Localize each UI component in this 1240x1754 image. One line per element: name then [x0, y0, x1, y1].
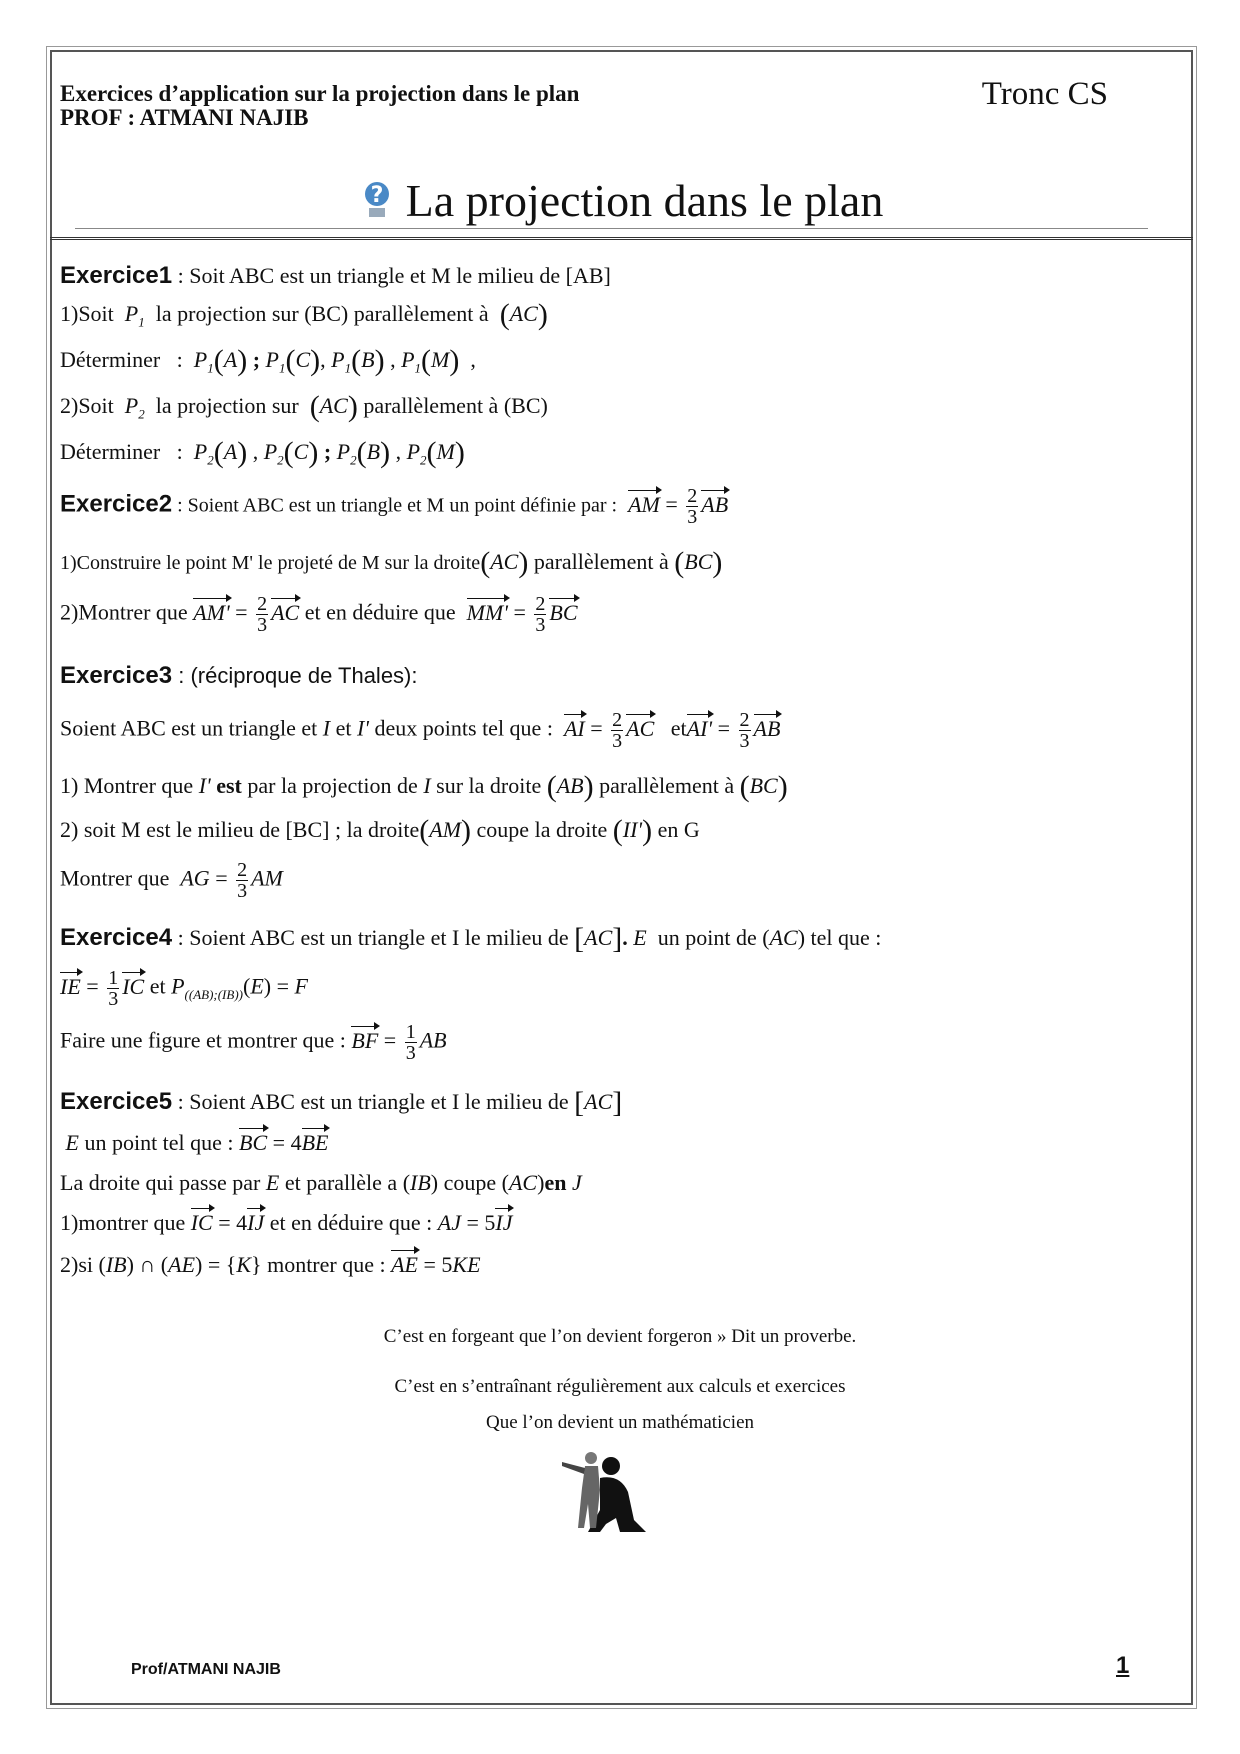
prof-name: PROF : ATMANI NAJIB: [60, 105, 309, 130]
ex1-label: Exercice1: [60, 262, 173, 289]
ex4-label: Exercice4: [60, 924, 173, 951]
ex3-title: Exercice3 : (réciproque de Thales):: [60, 662, 418, 689]
level-label: Tronc CS: [981, 76, 1108, 112]
teacher-child-illustration: [560, 1448, 650, 1538]
ex4-intro: Exercice4 : Soient ABC est un triangle et I le milieu de [AC]. E un point de (AC) tel que :: [60, 922, 882, 955]
header-left: [60, 82, 579, 130]
ex5-l3: La droite qui passe par E et parallèle a (IB) coupe (AC)en J: [60, 1170, 582, 1195]
header: [50, 50, 1193, 240]
page-number: 1: [1116, 1652, 1130, 1679]
ex2-q2: 2)Montrer que AM' = $\frac{2}{3}$ AC et en déduire que MM' = $\frac{2}{3}$ BC: [60, 593, 578, 636]
ex1-intro: Exercice1 : Soit ABC est un triangle et M le milieu de [AB]: [60, 262, 611, 289]
ex4-q: Faire une figure et montrer que : BF = $\frac{1}{3}$ AB: [60, 1021, 447, 1064]
ex3-label: Exercice3: [60, 662, 173, 689]
ex3-intro: Soient ABC est un triangle et I et I' deux points tel que : AI = $\frac{2}{3}$ AC etAI' = $\frac{2}{3}$ AB: [60, 709, 781, 752]
quote-line-3: Que l’on devient un mathématicien: [485, 1412, 755, 1433]
doc-subtitle: Exercices d’application sur la projection dans le plan: [60, 81, 580, 106]
ex5-l2: E un point tel que : BC = 4BE: [65, 1130, 329, 1155]
quote-line-1: C’est en forgeant que l’on devient forgeron » Dit un proverbe.: [383, 1326, 857, 1347]
ex2-label: Exercice2: [60, 490, 173, 518]
ex5-label: Exercice5: [60, 1088, 173, 1115]
title-underline: [75, 228, 1148, 229]
ex5-q2: 2)si (IB) ∩ (AE) = {K} montrer que : AE = 5KE: [60, 1252, 481, 1277]
page-title-row: [50, 174, 1193, 228]
question-mark-icon: [360, 180, 394, 220]
ex3-q1: 1) Montrer que I' est par la projection de I sur la droite (AB) parallèlement à (BC): [60, 770, 788, 803]
ex1-q2: 2)Soit $P_2$ la projection sur (AC) parallèlement à (BC): [60, 390, 548, 423]
ex2-intro: Exercice2 : Soient ABC est un triangle et M un point définie par : AM = $\frac{2}{3}$ AB: [60, 485, 729, 528]
ex3-q3: Montrer que AG = $\frac{2}{3}$ AM: [60, 859, 283, 902]
page-title: La projection dans le plan: [405, 175, 884, 226]
ex1-q1: 1)Soit $P_1$ la projection sur (BC) parallèlement à (AC): [60, 298, 548, 331]
ex5-intro: Exercice5 : Soient ABC est un triangle et I le milieu de [AC]: [60, 1086, 623, 1119]
ex3-q2: 2) soit M est le milieu de [BC] ; la droite(AM) coupe la droite (II') en G: [60, 814, 700, 847]
quote-line-2: C’est en s’entraînant régulièrement aux calculs et exercices: [394, 1376, 846, 1397]
ex1-det1: Déterminer : $P_1(A)$ ; $P_1(C)$, $P_1(B)$ , $P_1(M)$ ,: [60, 344, 476, 377]
ex5-q1: 1)montrer que IC = 4IJ et en déduire que : AJ = 5IJ: [60, 1210, 513, 1235]
ex2-q1: 1)Construire le point M' le projeté de M sur la droite(AC) parallèlement à (BC): [60, 546, 723, 579]
ex1-det2: Déterminer : $P_2(A)$ , $P_2(C)$ ; $P_2(B)$ , $P_2(M)$: [60, 436, 465, 469]
svg-text:?: ?: [370, 183, 384, 208]
footer-author: Prof/ATMANI NAJIB: [131, 1661, 281, 1678]
ex4-eq: IE = $\frac{1}{3}$ IC et $P_{((AB);(IB))}(E) = F$: [60, 967, 308, 1010]
